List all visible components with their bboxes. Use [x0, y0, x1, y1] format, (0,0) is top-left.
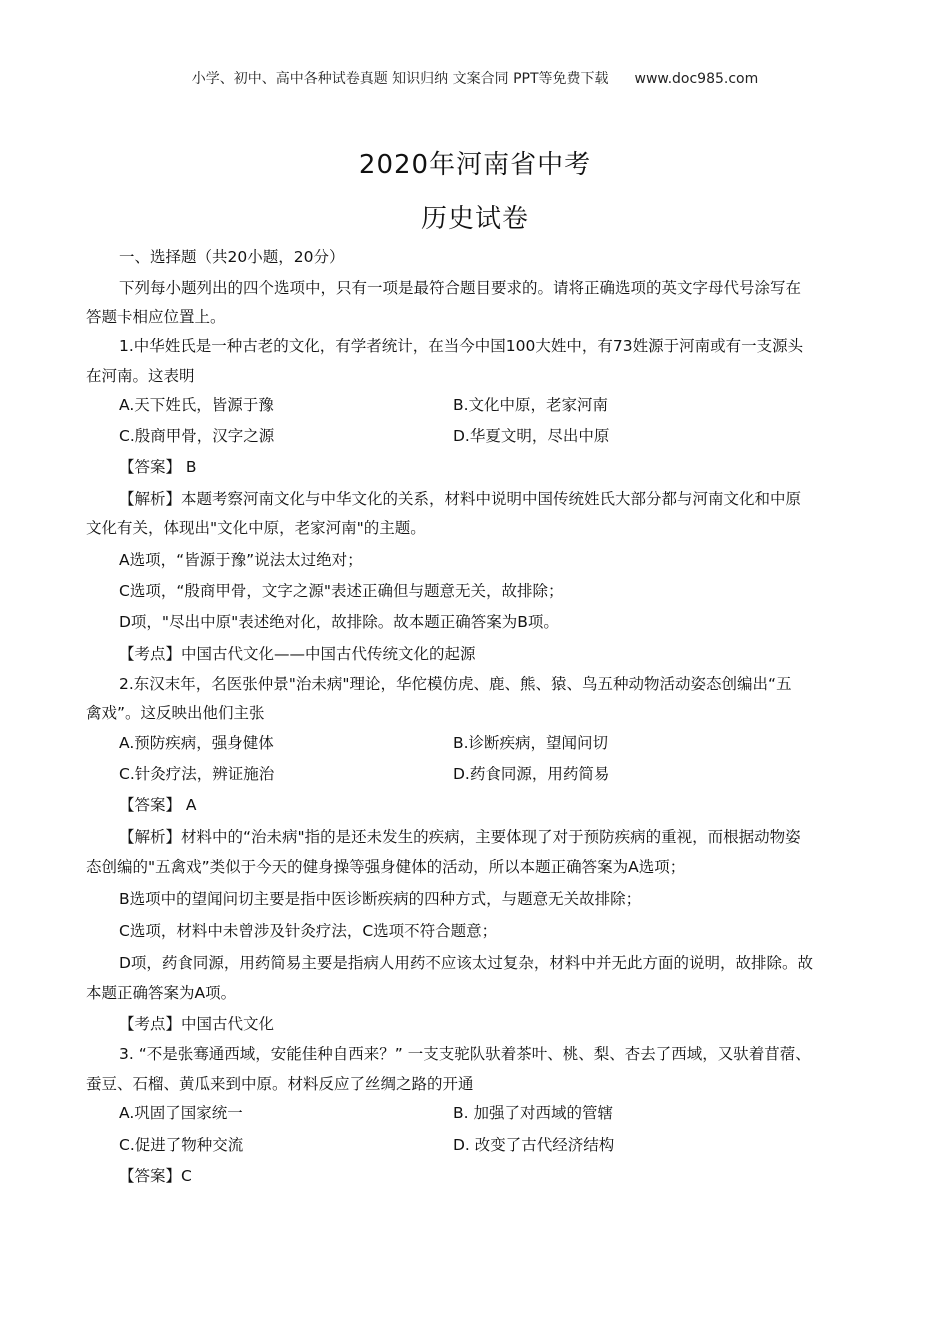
q2-option-a: A.预防疾病，强身健体 — [119, 734, 274, 752]
q2-option-d: D.药食同源，用药简易 — [453, 765, 610, 783]
q2-option-b: B.诊断疾病，望闻问切 — [453, 734, 609, 752]
header-site-link[interactable]: www.doc985.com — [634, 71, 759, 87]
q2-analysis-d: D项，药食同源，用药简易主要是指病人用药不应该太过复杂，材料中并无此方面的说明，故排除。故 — [119, 954, 813, 972]
page-header — [0, 68, 950, 88]
q3-option-c: C.促进了物种交流 — [119, 1136, 244, 1154]
q2-analysis-cont: 态创编的"五禽戏”类似于今天的健身操等强身健体的活动，所以本题正确答案为A选项； — [86, 858, 686, 876]
q1-option-a: A.天下姓氏，皆源于豫 — [119, 396, 274, 414]
q1-analysis-d: D项，"尽出中原"表述绝对化，故排除。故本题正确答案为B项。 — [119, 613, 559, 631]
q1-option-c: C.殷商甲骨，汉字之源 — [119, 427, 275, 445]
exam-title: 2020年河南省中考 — [358, 150, 592, 180]
q1-option-b: B.文化中原，老家河南 — [453, 396, 609, 414]
q3-option-b: B. 加强了对西域的管辖 — [453, 1104, 613, 1122]
q1-point: 【考点】中国古代文化——中国古代传统文化的起源 — [119, 645, 476, 663]
q2-point: 【考点】中国古代文化 — [119, 1015, 275, 1033]
q1-stem-cont: 在河南。这表明 — [86, 367, 195, 385]
q2-analysis-b: B选项中的望闻问切主要是指中医诊断疾病的四种方式，与题意无关故排除； — [119, 890, 642, 908]
q3-option-a: A.巩固了国家统一 — [119, 1104, 243, 1122]
exam-subtitle: 历史试卷 — [420, 204, 529, 234]
q2-option-c: C.针灸疗法，辨证施治 — [119, 765, 275, 783]
q3-stem: 3. “不是张骞通西域，安能佳种自西来？” 一支支驼队驮着茶叶、桃、梨、杏去了西域，又驮着苜蓿、 — [119, 1045, 811, 1063]
q1-analysis-a: A选项，“皆源于豫”说法太过绝对； — [119, 551, 363, 569]
q1-option-d: D.华夏文明，尽出中原 — [453, 427, 610, 445]
q2-analysis: 【解析】材料中的“治未病"指的是还未发生的疾病，主要体现了对于预防疾病的重视，而根据动物姿 — [119, 828, 801, 846]
q1-analysis-c: C选项，“殷商甲骨，文字之源"表述正确但与题意无关，故排除； — [119, 582, 564, 600]
q3-stem-cont: 蚕豆、石榴、黄瓜来到中原。材料反应了丝绸之路的开通 — [86, 1075, 474, 1093]
q1-analysis-cont: 文化有关，体现出"文化中原，老家河南"的主题。 — [86, 519, 426, 537]
q1-stem: 1.中华姓氏是一种古老的文化，有学者统计，在当今中国100大姓中，有73姓源于河南或有一支源头 — [119, 337, 804, 355]
section-heading: 一、选择题（共20小题，20分） — [119, 248, 345, 266]
q3-option-d: D. 改变了古代经济结构 — [453, 1136, 615, 1154]
q3-answer: 【答案】C — [119, 1167, 192, 1185]
q2-stem: 2.东汉末年，名医张仲景"治未病"理论，华佗模仿虎、鹿、熊、猿、鸟五种动物活动姿态创编出“五 — [119, 675, 792, 693]
header-tagline: 小学、初中、高中各种试卷真题 知识归纳 文案合同 PPT等免费下载 — [191, 71, 609, 87]
q2-analysis-c: C选项，材料中未曾涉及针灸疗法，C选项不符合题意； — [119, 922, 498, 940]
section-instruction-cont: 答题卡相应位置上。 — [86, 308, 226, 326]
q1-analysis: 【解析】本题考察河南文化与中华文化的关系，材料中说明中国传统姓氏大部分都与河南文化和中原 — [119, 490, 802, 508]
q2-answer: 【答案】 A — [119, 796, 197, 814]
q2-stem-cont: 禽戏”。这反映出他们主张 — [86, 704, 265, 722]
q2-analysis-d-cont: 本题正确答案为A项。 — [86, 984, 237, 1002]
section-instruction: 下列每小题列出的四个选项中，只有一项是最符合题目要求的。请将正确选项的英文字母代号涂写在 — [119, 279, 802, 297]
q1-answer: 【答案】 B — [119, 458, 197, 476]
